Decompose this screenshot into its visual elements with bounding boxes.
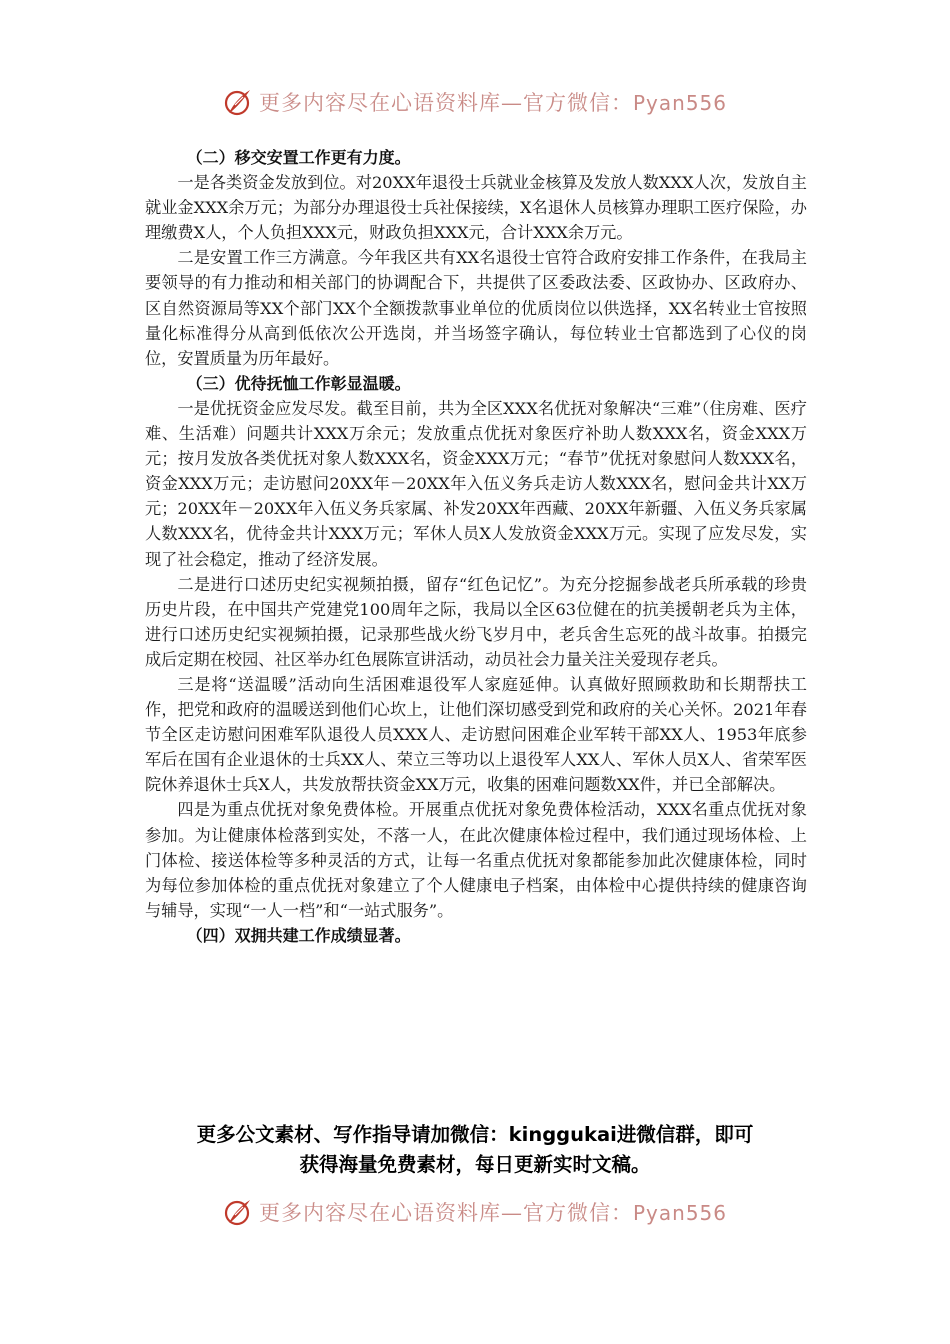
promo-note-line-2: 获得海量免费素材，每日更新实时文稿。 xyxy=(299,1153,651,1176)
feather-pen-logo-icon xyxy=(223,87,253,117)
paragraph-placement: 二是安置工作三方满意。今年我区共有XX名退役士官符合政府安排工作条件，在我局主要领导的有力推动和相关部门的协调配合下，共提供了区委政法委、区政协办、区政府办、区自然资源局等XX个部门XX个全额拨款事业单位的优质岗位以供选择，XX名转业士官按照量化标准得分从高到低依次公开选岗，并当场签字确认，每位转业士官都选到了心仪的岗位，安置质量为历年最好。 xyxy=(145,248,807,368)
paragraph-funds: 一是各类资金发放到位。对20XX年退役士兵就业金核算及发放人数XXX人次，发放自主就业金XXX余万元；为部分办理退役士兵社保接续，X名退休人员核算办理职工医疗保险，办理缴费X人，个人负担XXX元，财政负担XXX元，合计XXX余万元。 xyxy=(145,173,807,243)
top-banner xyxy=(0,82,950,122)
promo-note xyxy=(120,1120,830,1180)
paragraph-send-warmth: 三是将“送温暖”活动向生活困难退役军人家庭延伸。认真做好照顾救助和长期帮扶工作，把党和政府的温暖送到他们心坎上，让他们深切感受到党和政府的关心关怀。2021年春节全区走访慰问困难军队退役人员XXX人、走访慰问困难企业军转干部XX人、1953年底参军后在国有企业退休的士兵XX人、荣立三等功以上退役军人XX人、军休人员X人、省荣军医院休养退休士兵X人，共发放帮扶资金XX万元，收集的困难问题数XX件，并已全部解决。 xyxy=(145,674,807,795)
section-heading-3: （三）优待抚恤工作彰显温暖。 xyxy=(186,373,411,393)
promo-note-line-1: 更多公文素材、写作指导请加微信：kinggukai进微信群，即可 xyxy=(196,1123,754,1146)
paragraph-pension-funds: 一是优抚资金应发尽发。截至目前，共为全区XXX名优抚对象解决“三难”（住房难、医疗难、生活难）问题共计XXX万余元；发放重点优抚对象医疗补助人数XXX名，资金XXX万元；按月发放各类优抚对象人数XXX名，资金XXX万元；“春节”优抚对象慰问人数XXX名，资金XXX万元；走访慰问20XX年－20XX年入伍义务兵走访人数XXX名，慰问金共计XX万元；20XX年－20XX年入伍义务兵家属、补发20XX年西藏、20XX年新疆、入伍义务兵家属人数XXX名，优待金共计XXX万元；军休人员X人发放资金XXX万元。实现了应发尽发，实现了社会稳定，推动了经济发展。 xyxy=(145,398,807,569)
bottom-banner xyxy=(0,1192,950,1232)
banner-text: 更多内容尽在心语资料库—官方微信：Pyan556 xyxy=(258,91,727,115)
feather-pen-logo-icon xyxy=(223,1197,253,1227)
banner-wechat-id: Pyan556 xyxy=(632,1201,727,1225)
document-body xyxy=(145,145,807,948)
section-heading-4: （四）双拥共建工作成绩显著。 xyxy=(186,925,411,945)
paragraph-oral-history: 二是进行口述历史纪实视频拍摄，留存“红色记忆”。为充分挖掘参战老兵所承载的珍贵历史片段，在中国共产党建党100周年之际，我局以全区63位健在的抗美援朝老兵为主体，进行口述历史纪实视频拍摄，记录那些战火纷飞岁月中，老兵舍生忘死的战斗故事。拍摄完成后定期在校园、社区举办红色展陈宣讲活动，动员社会力量关注关爱现存老兵。 xyxy=(145,574,807,669)
section-heading-2: （二）移交安置工作更有力度。 xyxy=(186,148,411,167)
banner-text: 更多内容尽在心语资料库—官方微信：Pyan556 xyxy=(258,1201,727,1225)
paragraph-health-check: 四是为重点优抚对象免费体检。开展重点优抚对象免费体检活动，XXX名重点优抚对象参加。为让健康体检落到实处，不落一人，在此次健康体检过程中，我们通过现场体检、上门体检、接送体检等多种灵活的方式，让每一名重点优抚对象都能参加此次健康体检，同时为每位参加体检的重点优抚对象建立了个人健康电子档案，由体检中心提供持续的健康咨询与辅导，实现“一人一档”和“一站式服务”。 xyxy=(145,800,807,920)
banner-wechat-id: Pyan556 xyxy=(632,91,727,115)
